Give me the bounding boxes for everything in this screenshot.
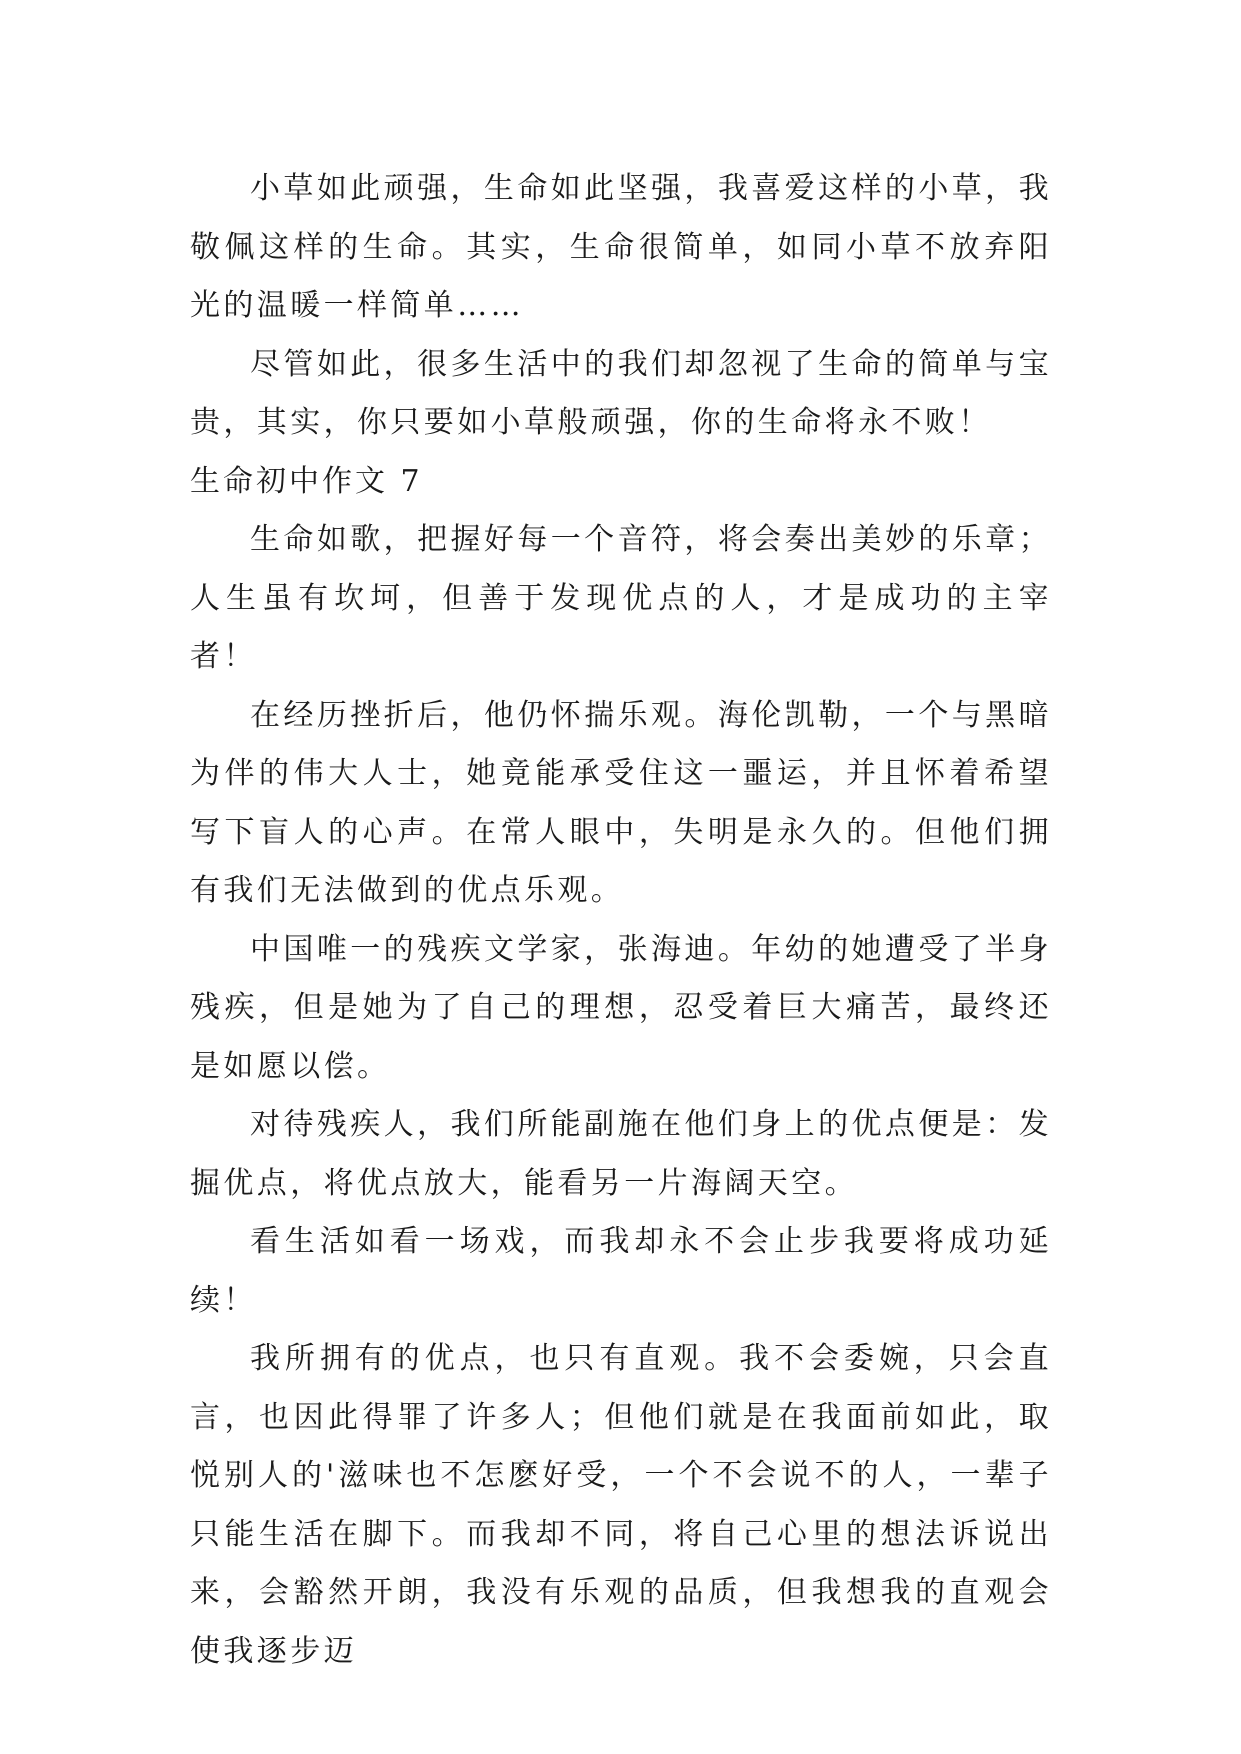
paragraph-helen-keller: 在经历挫折后，他仍怀揣乐观。海伦凯勒，一个与黑暗为伴的伟大人士，她竟能承受住这一噩运，并且怀着希望写下盲人的心声。在常人眼中，失明是永久的。但他们拥有我们无法做到的优点乐观。: [190, 697, 1052, 908]
paragraph-grass-tenacity: 小草如此顽强，生命如此坚强，我喜爱这样的小草，我敬佩这样的生命。其实，生命很简单，如同小草不放弃阳光的温暖一样简单……: [190, 171, 1052, 323]
paragraph-disabled-people: 对待残疾人，我们所能副施在他们身上的优点便是：发掘优点，将优点放大，能看另一片海阔天空。: [190, 1107, 1052, 1201]
paragraph-life-song: 生命如歌，把握好每一个音符，将会奏出美妙的乐章；人生虽有坎坷，但善于发现优点的人，才是成功的主宰者！: [190, 522, 1052, 674]
paragraph-life-play: 看生活如看一场戏，而我却永不会止步我要将成功延续！: [190, 1224, 1052, 1318]
section-title: 生命初中作文 7: [190, 463, 423, 499]
paragraph-life-neglected: 尽管如此，很多生活中的我们却忽视了生命的简单与宝贵，其实，你只要如小草般顽强，你的生命将永不败！: [190, 346, 1052, 440]
document-page: [190, 160, 1052, 1681]
paragraph-directness: 我所拥有的优点，也只有直观。我不会委婉，只会直言，也因此得罪了许多人；但他们就是在我面前如此，取悦别人的'滋味也不怎麽好受，一个不会说不的人，一辈子只能生活在脚下。而我却不同，将自己心里的想法诉说出来，会豁然开朗，我没有乐观的品质，但我想我的直观会使我逐步迈: [190, 1341, 1052, 1669]
paragraph-zhang-haidi: 中国唯一的残疾文学家，张海迪。年幼的她遭受了半身残疾，但是她为了自己的理想，忍受着巨大痛苦，最终还是如愿以偿。: [190, 931, 1052, 1084]
